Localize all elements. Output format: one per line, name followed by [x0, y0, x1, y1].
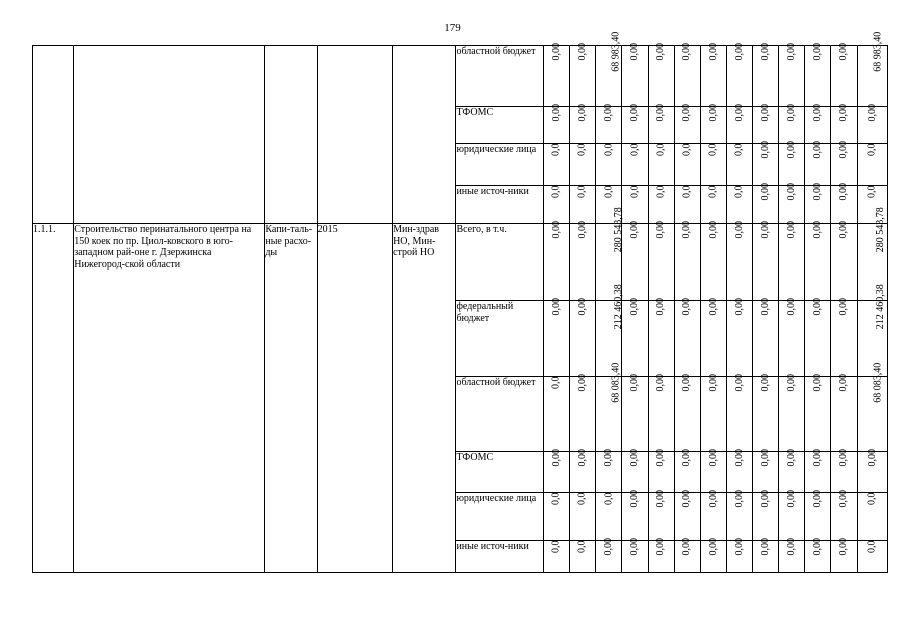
value-text: 0,00	[812, 490, 824, 508]
value-text: 0,00	[759, 298, 771, 316]
value-text: 0,00	[733, 449, 745, 467]
item-name	[74, 46, 265, 224]
value-text: 0,0	[550, 185, 562, 198]
value-cell	[570, 449, 596, 493]
value-cell	[570, 221, 596, 301]
funding-source: иные источ-ники	[456, 541, 544, 573]
value-text: 0,00	[681, 104, 693, 122]
value-text: 0,00	[629, 221, 641, 239]
value-cell	[726, 186, 752, 224]
value-cell	[648, 298, 674, 377]
value-text: 0,0	[550, 143, 562, 156]
item-executor	[393, 46, 456, 224]
value-cell	[596, 104, 622, 144]
value-text: 0,00	[550, 449, 562, 467]
value-cell	[570, 186, 596, 224]
value-text: 0,00	[681, 538, 693, 556]
value-cell	[570, 43, 596, 107]
value-text: 0,00	[707, 104, 719, 122]
value-cell	[674, 43, 700, 107]
value-text: 68 983,40	[871, 31, 883, 72]
value-text: 0,00	[733, 104, 745, 122]
value-text: 0,00	[681, 221, 693, 239]
value-cell	[857, 104, 887, 144]
value-text: 0,0	[629, 185, 641, 198]
value-text: 0,00	[655, 43, 667, 61]
value-cell	[779, 490, 805, 541]
value-text: 0,0	[550, 540, 562, 553]
value-text: 0,00	[759, 221, 771, 239]
value-cell	[674, 374, 700, 452]
value-cell	[726, 43, 752, 107]
value-text: 0,0	[550, 492, 562, 505]
funding-source: ТФОМС	[456, 107, 544, 144]
value-cell	[596, 362, 622, 452]
value-cell	[648, 43, 674, 107]
value-text: 0,0	[866, 185, 878, 198]
value-text: 0,00	[838, 490, 850, 508]
value-cell	[700, 104, 726, 144]
value-cell	[596, 144, 622, 186]
funding-source: иные источ-ники	[456, 186, 544, 224]
value-cell	[753, 374, 779, 452]
value-text: 0,0	[576, 492, 588, 505]
value-text: 0,00	[733, 490, 745, 508]
value-cell	[570, 144, 596, 186]
item-year: 2015	[317, 224, 392, 573]
value-text: 0,00	[759, 538, 771, 556]
value-text: 0,00	[655, 104, 667, 122]
value-text: 0,00	[838, 141, 850, 159]
value-cell	[622, 298, 648, 377]
value-cell	[831, 374, 857, 452]
value-cell	[648, 104, 674, 144]
value-cell	[753, 298, 779, 377]
value-cell	[805, 221, 831, 301]
value-cell	[674, 449, 700, 493]
value-cell	[779, 104, 805, 144]
expense-type: Капи-таль-ные расхо-ды	[265, 224, 317, 573]
page-number: 179	[444, 22, 461, 34]
value-cell	[648, 374, 674, 452]
value-cell	[753, 538, 779, 573]
value-cell	[622, 449, 648, 493]
value-text: 0,00	[759, 183, 771, 201]
value-text: 0,00	[838, 104, 850, 122]
value-text: 0,00	[576, 43, 588, 61]
value-text: 68 983,40	[610, 31, 622, 72]
value-text: 0,00	[576, 221, 588, 239]
item-code	[33, 46, 74, 224]
value-text: 212 460,38	[612, 284, 624, 330]
value-cell	[726, 298, 752, 377]
value-cell	[674, 221, 700, 301]
value-text: 0,00	[655, 449, 667, 467]
value-cell	[700, 186, 726, 224]
value-text: 0,00	[786, 298, 798, 316]
value-cell	[857, 449, 887, 493]
value-text: 0,0	[655, 143, 667, 156]
value-cell	[831, 141, 857, 186]
value-text: 0,0	[866, 143, 878, 156]
value-text: 0,00	[786, 43, 798, 61]
value-cell	[779, 183, 805, 224]
value-text: 0,00	[707, 449, 719, 467]
value-text: 0,00	[759, 43, 771, 61]
value-text: 0,00	[733, 298, 745, 316]
value-cell	[726, 538, 752, 573]
value-text: 0,0	[733, 185, 745, 198]
value-text: 0,00	[550, 221, 562, 239]
value-cell	[648, 186, 674, 224]
value-text: 0,00	[838, 43, 850, 61]
value-text: 280 543,78	[612, 207, 624, 253]
value-cell	[596, 538, 622, 573]
value-text: 0,00	[786, 449, 798, 467]
value-cell	[543, 43, 569, 107]
funding-source: юридические лица	[456, 144, 544, 186]
value-cell	[857, 144, 887, 186]
value-text: 0,00	[786, 374, 798, 392]
value-cell	[857, 541, 887, 573]
value-text: 0,0	[707, 143, 719, 156]
funding-source: Всего, в т.ч.	[456, 224, 544, 301]
value-text: 0,00	[681, 490, 693, 508]
value-cell	[543, 104, 569, 144]
value-cell	[753, 183, 779, 224]
value-cell	[622, 144, 648, 186]
value-text: 0,00	[629, 490, 641, 508]
value-text: 0,00	[655, 538, 667, 556]
value-cell	[805, 104, 831, 144]
value-cell	[753, 43, 779, 107]
value-text: 0,00	[838, 538, 850, 556]
value-cell	[779, 449, 805, 493]
value-text: 0,00	[707, 490, 719, 508]
table-row	[33, 46, 888, 107]
value-text: 0,00	[759, 490, 771, 508]
value-cell	[805, 374, 831, 452]
value-cell	[753, 141, 779, 186]
value-text: 0,00	[550, 298, 562, 316]
item-code: 1.1.1.	[33, 224, 74, 573]
value-cell	[700, 221, 726, 301]
value-text: 0,00	[812, 104, 824, 122]
value-cell	[543, 377, 569, 452]
value-text: 0,00	[550, 104, 562, 122]
value-cell	[622, 43, 648, 107]
value-text: 0,00	[838, 221, 850, 239]
value-text: 0,00	[786, 221, 798, 239]
value-cell	[543, 298, 569, 377]
value-text: 0,00	[786, 183, 798, 201]
value-text: 0,00	[759, 374, 771, 392]
value-text: 0,00	[838, 374, 850, 392]
value-cell	[543, 186, 569, 224]
value-text: 0,00	[681, 298, 693, 316]
value-text: 0,00	[629, 43, 641, 61]
value-text: 68 083,40	[871, 362, 883, 403]
value-cell	[779, 298, 805, 377]
value-text: 0,00	[733, 221, 745, 239]
value-cell	[779, 374, 805, 452]
value-text: 0,00	[838, 449, 850, 467]
value-cell	[543, 144, 569, 186]
value-cell	[831, 490, 857, 541]
value-cell	[648, 449, 674, 493]
value-text: 0,00	[759, 141, 771, 159]
value-text: 0,00	[655, 221, 667, 239]
value-text: 0,00	[866, 104, 878, 122]
value-text: 0,00	[629, 449, 641, 467]
value-cell	[622, 490, 648, 541]
funding-source: юридические лица	[456, 493, 544, 541]
value-cell	[622, 221, 648, 301]
value-text: 0,00	[629, 298, 641, 316]
value-cell	[753, 221, 779, 301]
value-cell	[570, 374, 596, 452]
value-text: 0,00	[681, 449, 693, 467]
value-cell	[831, 449, 857, 493]
value-cell	[674, 538, 700, 573]
value-cell	[648, 490, 674, 541]
value-cell	[674, 104, 700, 144]
value-cell	[543, 221, 569, 301]
value-cell	[648, 221, 674, 301]
value-text: 0,00	[629, 538, 641, 556]
value-text: 0,00	[681, 374, 693, 392]
funding-source: ТФОМС	[456, 452, 544, 493]
value-text: 0,00	[812, 141, 824, 159]
value-cell	[779, 538, 805, 573]
value-cell	[753, 104, 779, 144]
value-cell	[857, 493, 887, 541]
value-cell	[700, 144, 726, 186]
value-text: 0,0	[550, 376, 562, 389]
value-text: 0,00	[603, 538, 615, 556]
value-cell	[648, 144, 674, 186]
value-cell	[596, 31, 622, 107]
value-cell	[805, 449, 831, 493]
value-text: 0,00	[707, 43, 719, 61]
value-text: 0,00	[629, 374, 641, 392]
value-cell	[726, 449, 752, 493]
value-text: 0,00	[550, 43, 562, 61]
value-cell	[543, 449, 569, 493]
value-text: 0,00	[838, 298, 850, 316]
value-text: 0,0	[681, 185, 693, 198]
value-text: 0,0	[733, 143, 745, 156]
value-text: 0,00	[576, 298, 588, 316]
value-text: 0,00	[786, 490, 798, 508]
value-text: 0,00	[786, 141, 798, 159]
value-cell	[726, 374, 752, 452]
value-text: 0,00	[733, 374, 745, 392]
value-cell	[543, 493, 569, 541]
value-cell	[700, 43, 726, 107]
value-text: 0,0	[655, 185, 667, 198]
value-cell	[622, 104, 648, 144]
value-cell	[700, 374, 726, 452]
value-cell	[779, 141, 805, 186]
value-text: 0,00	[603, 104, 615, 122]
value-text: 0,00	[812, 374, 824, 392]
value-cell	[857, 362, 887, 452]
value-cell	[805, 538, 831, 573]
value-cell	[543, 541, 569, 573]
value-text: 0,00	[707, 298, 719, 316]
value-text: 0,00	[707, 538, 719, 556]
value-text: 0,00	[629, 104, 641, 122]
value-cell	[753, 490, 779, 541]
value-text: 0,00	[812, 183, 824, 201]
value-cell	[831, 43, 857, 107]
value-cell	[805, 298, 831, 377]
value-text: 0,00	[707, 374, 719, 392]
value-cell	[779, 43, 805, 107]
value-cell	[753, 449, 779, 493]
value-cell	[726, 144, 752, 186]
value-text: 0,00	[733, 43, 745, 61]
value-text: 0,00	[838, 183, 850, 201]
value-cell	[596, 449, 622, 493]
value-text: 212 460,38	[874, 284, 886, 330]
value-text: 0,0	[866, 492, 878, 505]
value-cell	[831, 538, 857, 573]
value-text: 0,00	[576, 374, 588, 392]
value-text: 0,00	[603, 449, 615, 467]
value-text: 0,00	[812, 538, 824, 556]
value-cell	[700, 490, 726, 541]
value-text: 0,0	[629, 143, 641, 156]
value-text: 0,0	[707, 185, 719, 198]
value-cell	[674, 144, 700, 186]
value-cell	[622, 186, 648, 224]
value-cell	[700, 538, 726, 573]
value-cell	[831, 221, 857, 301]
value-cell	[570, 493, 596, 541]
value-text: 0,0	[603, 143, 615, 156]
table-body	[33, 31, 888, 573]
funding-source: федеральный бюджет	[456, 301, 544, 377]
value-text: 0,0	[576, 143, 588, 156]
value-text: 0,00	[786, 104, 798, 122]
value-text: 0,00	[576, 104, 588, 122]
value-text: 0,00	[812, 449, 824, 467]
value-text: 0,00	[655, 490, 667, 508]
value-text: 0,00	[812, 43, 824, 61]
value-text: 68 083,40	[610, 362, 622, 403]
value-cell	[700, 449, 726, 493]
table-row	[33, 224, 888, 301]
funding-source: областной бюджет	[456, 377, 544, 452]
value-cell	[700, 298, 726, 377]
item-executor: Мин-здрав НО, Мин-строй НО	[393, 224, 456, 573]
value-text: 0,00	[786, 538, 798, 556]
value-text: 0,00	[707, 221, 719, 239]
value-text: 0,00	[759, 449, 771, 467]
value-text: 0,00	[812, 298, 824, 316]
value-cell	[674, 186, 700, 224]
value-text: 0,00	[866, 449, 878, 467]
value-cell	[805, 141, 831, 186]
value-cell	[831, 104, 857, 144]
item-year	[317, 46, 392, 224]
value-text: 0,00	[576, 449, 588, 467]
value-text: 0,00	[733, 538, 745, 556]
value-cell	[674, 298, 700, 377]
value-text: 0,0	[603, 492, 615, 505]
value-text: 0,0	[576, 185, 588, 198]
value-text: 0,0	[603, 185, 615, 198]
value-cell	[726, 221, 752, 301]
value-cell	[596, 493, 622, 541]
value-text: 0,00	[812, 221, 824, 239]
value-cell	[805, 490, 831, 541]
value-cell	[805, 183, 831, 224]
value-text: 0,00	[759, 104, 771, 122]
value-cell	[622, 538, 648, 573]
value-cell	[857, 31, 887, 107]
value-cell	[570, 541, 596, 573]
value-text: 0,00	[655, 298, 667, 316]
value-text: 0,0	[866, 540, 878, 553]
expense-type	[265, 46, 317, 224]
value-cell	[622, 374, 648, 452]
value-text: 0,0	[681, 143, 693, 156]
value-cell	[831, 298, 857, 377]
value-cell	[726, 490, 752, 541]
value-text: 0,00	[655, 374, 667, 392]
budget-table	[32, 31, 888, 573]
funding-source: областной бюджет	[456, 46, 544, 107]
value-text: 0,00	[681, 43, 693, 61]
value-cell	[779, 221, 805, 301]
value-cell	[831, 183, 857, 224]
value-cell	[726, 104, 752, 144]
item-name: Строительство перинатального центра на 150 коек по пр. Циол-ковского в юго-западном рай-оне г. Дзержинска Нижегород-ской области	[74, 224, 265, 573]
value-cell	[570, 104, 596, 144]
value-text: 280 543,78	[874, 207, 886, 253]
value-cell	[648, 538, 674, 573]
value-cell	[674, 490, 700, 541]
value-cell	[570, 298, 596, 377]
value-cell	[805, 43, 831, 107]
value-text: 0,0	[576, 540, 588, 553]
